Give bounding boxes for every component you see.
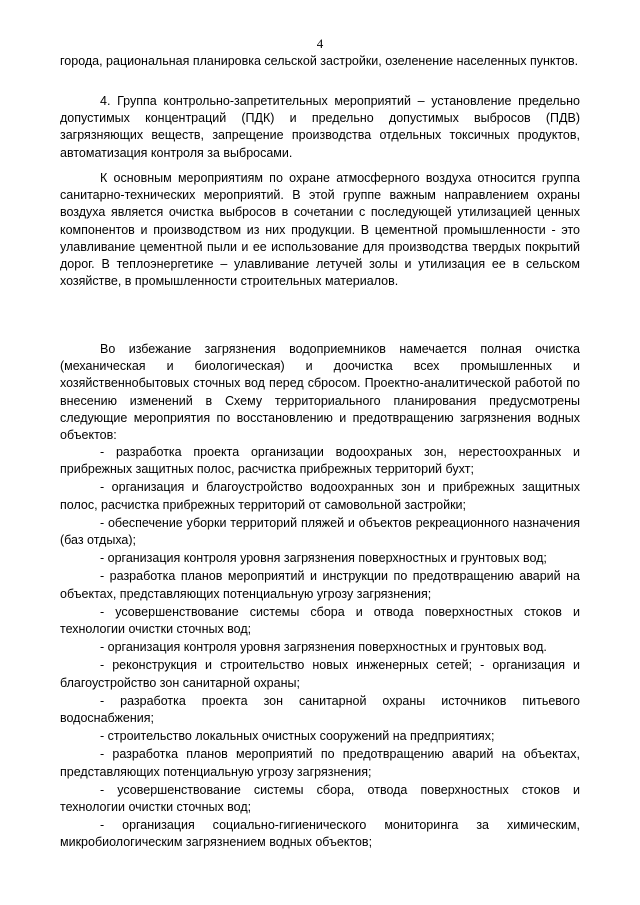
- list-item: - организация социально-гигиенического мониторинга за химическим, микробиологическим загрязнением водных объектов;: [60, 818, 580, 850]
- page-number: 4: [316, 36, 324, 51]
- list-item: - разработка планов мероприятий по предотвращению аварий на объектах, представляющих потенциальную угрозу загрязнения;: [60, 747, 580, 779]
- measures-list: [60, 444, 580, 853]
- list-item: - реконструкция и строительство новых инженерных сетей; - организация и благоустройство зон санитарной охраны;: [60, 658, 580, 690]
- paragraph-water-protection: Во избежание загрязнения водоприемников намечается полная очистка (механическая и биологическая) и доочистка всех промышленных и хозяйственнобытовых сточных вод перед сбросом. Проектно-аналитической работой по внесению изменений в Схему территориального планирования предусмотрены следующие мероприятия по восстановлению и предотвращению загрязнения водных объектов:: [60, 342, 580, 443]
- list-item: - обеспечение уборки территорий пляжей и объектов рекреационного назначения (баз отдыха);: [60, 515, 580, 548]
- list-item: - разработка планов мероприятий и инструкции по предотвращению аварий на объектах, представляющих потенциальную угрозу загрязнения;: [60, 569, 580, 601]
- paragraph-continuation: города, рациональная планировка сельской застройки, озеленение населенных пунктов.: [60, 54, 579, 68]
- list-item: - организация контроля уровня загрязнения поверхностных и грунтовых вод.: [100, 640, 547, 655]
- list-item: - усовершенствование системы сбора и отвода поверхностных стоков и технологии очистки сточных вод;: [60, 604, 580, 637]
- list-item: - разработка проекта зон санитарной охраны источников питьевого водоснабжения;: [60, 693, 580, 726]
- list-item: - организация контроля уровня загрязнения поверхностных и грунтовых вод;: [100, 551, 547, 566]
- list-item: - разработка проекта организации водоохраных зон, нерестоохранных и прибрежных защитных полос, расчистка прибрежных территорий бухт;: [60, 445, 580, 477]
- list-item: - строительство локальных очистных сооружений на предприятиях;: [100, 729, 495, 744]
- paragraph-control-measures: 4. Группа контрольно-запретительных мероприятий – установление предельно допустимых концентраций (ПДК) и предельно допустимых выбросов (ПДВ) загрязняющих веществ, запрещение производства отдельных токсичных продуктов, автоматизация контроля за выбросами.: [60, 94, 580, 160]
- list-item: - организация и благоустройство водоохранных зон и прибрежных защитных полос, расчистка прибрежных территорий от самовольной застройки;: [60, 480, 580, 512]
- paragraph-air-protection: К основным мероприятиям по охране атмосферного воздуха относится группа санитарно-технических мероприятий. В этой группе важным направлением охраны воздуха является очистка выбросов в сочетании с последующей утилизацией ценных компонентов и производством из них продукции. В цементной промышленности - это улавливание цементной пыли и ее использование для производства твердых покрытий дорог. В теплоэнергетике – улавливание летучей золы и утилизация ее в сельском хозяйстве, в промышленности строительных материалов.: [60, 171, 580, 289]
- list-item: - усовершенствование системы сбора, отвода поверхностных стоков и технологии очистки сточных вод;: [60, 782, 580, 815]
